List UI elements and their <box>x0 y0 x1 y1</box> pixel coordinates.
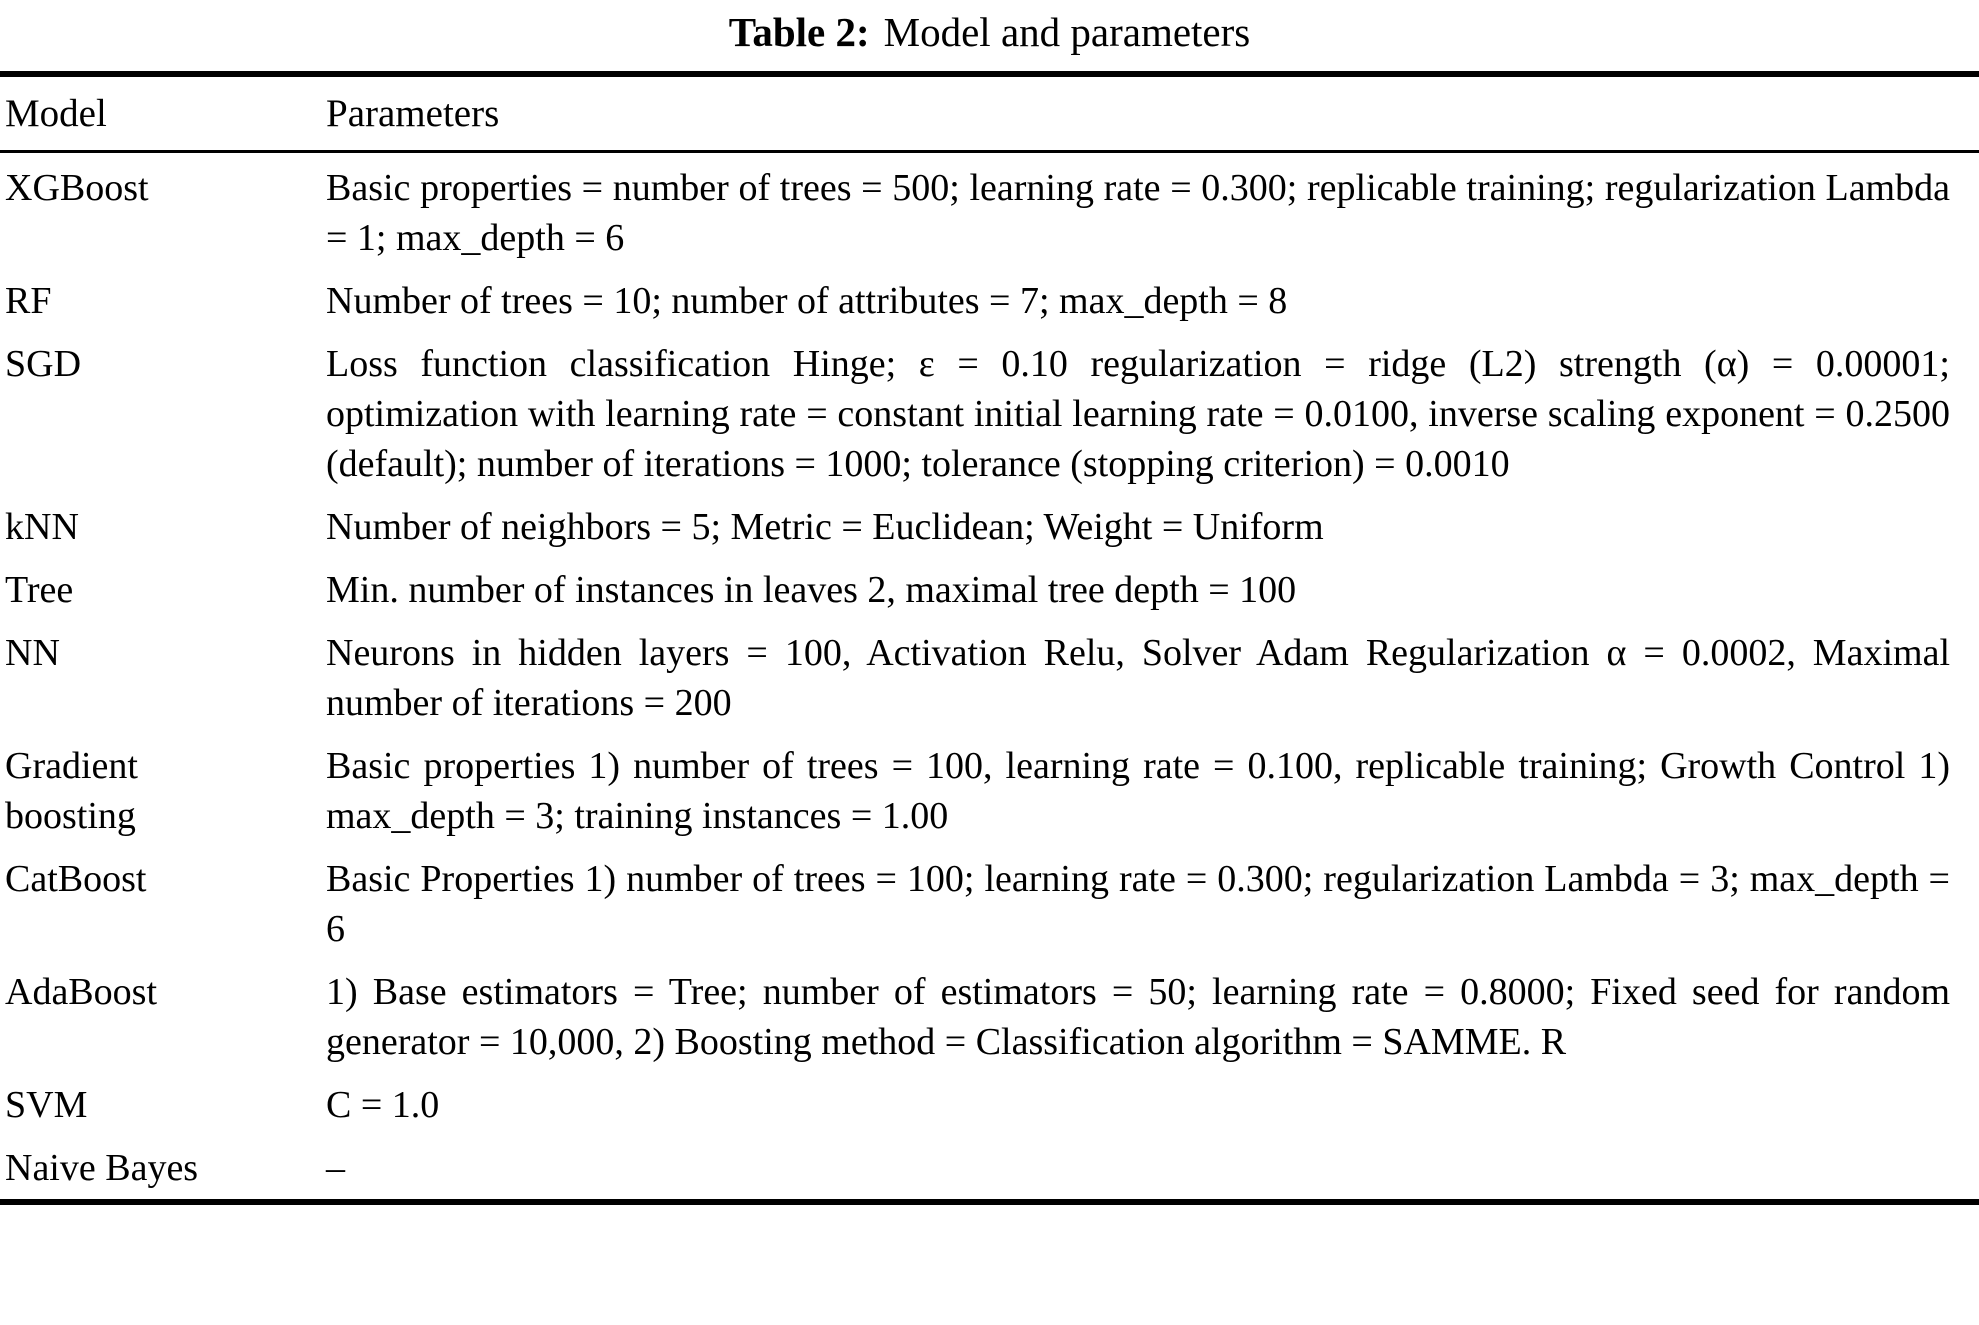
parameters-cell: Min. number of instances in leaves 2, maximal tree depth = 100 <box>326 569 1297 611</box>
table-header <box>0 74 1979 152</box>
table-row <box>0 152 1979 270</box>
parameters-cell: Neurons in hidden layers = 100, Activation Relu, Solver Adam Regularization α = 0.0002, Maximal number of iterations = 200 <box>326 632 1950 724</box>
table-row <box>0 960 1979 1073</box>
header-row <box>0 74 1979 152</box>
parameters-cell: – <box>326 1147 345 1189</box>
model-name-cell: RF <box>5 280 52 322</box>
model-name-cell: Tree <box>5 569 74 611</box>
table-row <box>0 847 1979 960</box>
model-name-cell: Gradient boosting <box>5 745 138 837</box>
table-row <box>0 734 1979 847</box>
table-row <box>0 269 1979 332</box>
parameters-cell: Loss function classification Hinge; ε = 0.10 regularization = ridge (L2) strength (α) = 0.00001; optimization with learning rate = constant initial learning rate = 0.0100, inverse scaling exponent = 0.2500 (default); number of iterations = 1000; tolerance (stopping criterion) = 0.0010 <box>326 343 1950 485</box>
parameters-cell: C = 1.0 <box>326 1084 440 1126</box>
model-name-cell: SGD <box>5 343 82 385</box>
column-header-parameters: Parameters <box>325 74 1979 152</box>
parameters-cell: Number of neighbors = 5; Metric = Euclidean; Weight = Uniform <box>326 506 1324 548</box>
model-name-cell: Naive Bayes <box>5 1147 199 1189</box>
model-name-cell: kNN <box>5 506 79 548</box>
table-caption <box>0 0 1979 58</box>
model-name-cell: SVM <box>5 1084 88 1126</box>
model-parameters-table <box>0 71 1979 1205</box>
parameters-cell: Basic properties = number of trees = 500; learning rate = 0.300; replicable training; regularization Lambda = 1; max_depth = 6 <box>326 167 1950 259</box>
model-name-cell: CatBoost <box>5 858 147 900</box>
table-row <box>0 558 1979 621</box>
table-row <box>0 495 1979 558</box>
model-name-cell: AdaBoost <box>5 971 157 1013</box>
table-row <box>0 1136 1979 1202</box>
parameters-cell: Number of trees = 10; number of attributes = 7; max_depth = 8 <box>326 280 1288 322</box>
table-caption-text: Model and parameters <box>883 9 1251 55</box>
column-header-model: Model <box>0 74 325 152</box>
table-row <box>0 332 1979 495</box>
table-row <box>0 621 1979 734</box>
parameters-cell: Basic Properties 1) number of trees = 100; learning rate = 0.300; regularization Lambda = 3; max_depth = 6 <box>326 858 1950 950</box>
model-name-cell: NN <box>5 632 60 674</box>
table-row <box>0 1073 1979 1136</box>
model-name-cell: XGBoost <box>5 167 149 209</box>
table-caption-label: Table 2: <box>728 9 870 55</box>
table-body <box>0 152 1979 1203</box>
parameters-cell: 1) Base estimators = Tree; number of estimators = 50; learning rate = 0.8000; Fixed seed for random generator = 10,000, 2) Boosting method = Classification algorithm = SAMME. R <box>326 971 1950 1063</box>
parameters-cell: Basic properties 1) number of trees = 100, learning rate = 0.100, replicable training; Growth Control 1) max_depth = 3; training instances = 1.00 <box>326 745 1950 837</box>
